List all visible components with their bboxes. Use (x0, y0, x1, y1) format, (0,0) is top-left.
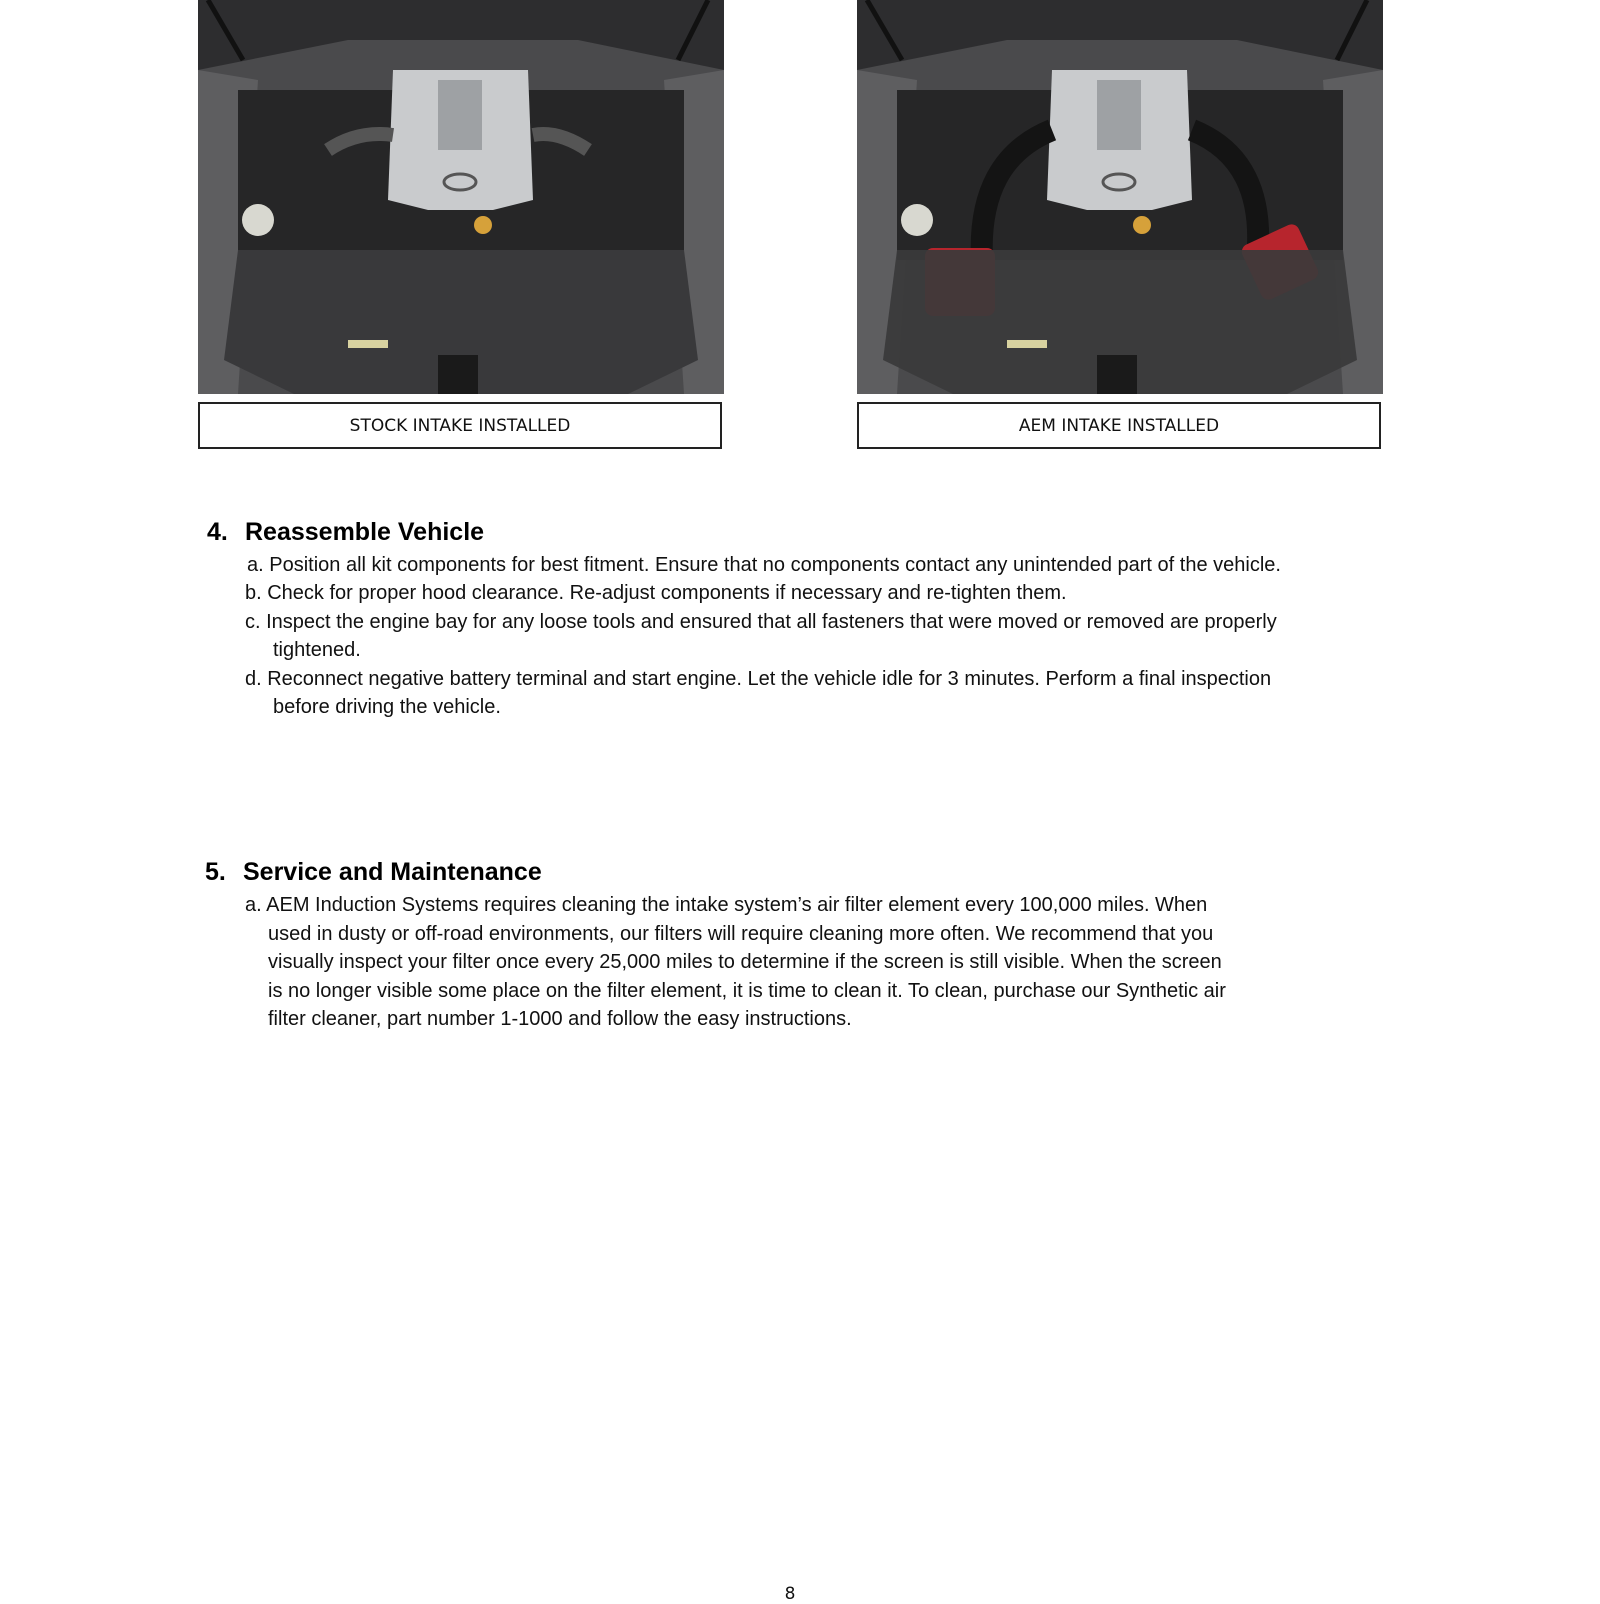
section-5-line-5: filter cleaner, part number 1-1000 and follow the easy instructions. (268, 1008, 852, 1030)
section-4-line-d-cont: before driving the vehicle. (273, 696, 501, 718)
section-5-line-1: a. AEM Induction Systems requires cleaning the intake system’s air filter element every 100,000 miles. When (245, 894, 1208, 916)
aem-intake-photo (857, 0, 1383, 394)
section-4-title: Reassemble Vehicle (245, 518, 485, 546)
section-5-heading (205, 858, 542, 887)
section-4-line-b: b. Check for proper hood clearance. Re-adjust components if necessary and re-tighten them. (245, 582, 1067, 604)
section-4-line-a: a. Position all kit components for best fitment. Ensure that no components contact any unintended part of the vehicle. (247, 554, 1281, 576)
section-5-title: Service and Maintenance (243, 858, 542, 886)
page-number: 8 (784, 1584, 796, 1604)
section-4-number: 4. (207, 518, 228, 546)
section-5-line-2: used in dusty or off-road environments, our filters will require cleaning more often. We recommend that you (268, 923, 1214, 945)
section-4-line-d: d. Reconnect negative battery terminal and start engine. Let the vehicle idle for 3 minutes. Perform a final inspection (245, 668, 1272, 690)
stock-intake-caption (198, 402, 722, 449)
aem-intake-caption (857, 402, 1381, 449)
section-4-line-c: c. Inspect the engine bay for any loose tools and ensured that all fasteners that were moved or removed are properly (245, 611, 1277, 633)
section-5-line-3: visually inspect your filter once every 25,000 miles to determine if the screen is still visible. When the screen (268, 951, 1222, 973)
stock-intake-photo (198, 0, 724, 394)
aem-intake-caption-text: AEM INTAKE INSTALLED (1018, 415, 1220, 436)
stock-intake-caption-text: STOCK INTAKE INSTALLED (349, 415, 571, 436)
section-4-heading (207, 518, 484, 547)
section-4-line-c-cont: tightened. (273, 639, 361, 661)
section-5-line-4: is no longer visible some place on the filter element, it is time to clean it. To clean, purchase our Synthetic air (268, 980, 1226, 1002)
section-5-number: 5. (205, 858, 226, 886)
